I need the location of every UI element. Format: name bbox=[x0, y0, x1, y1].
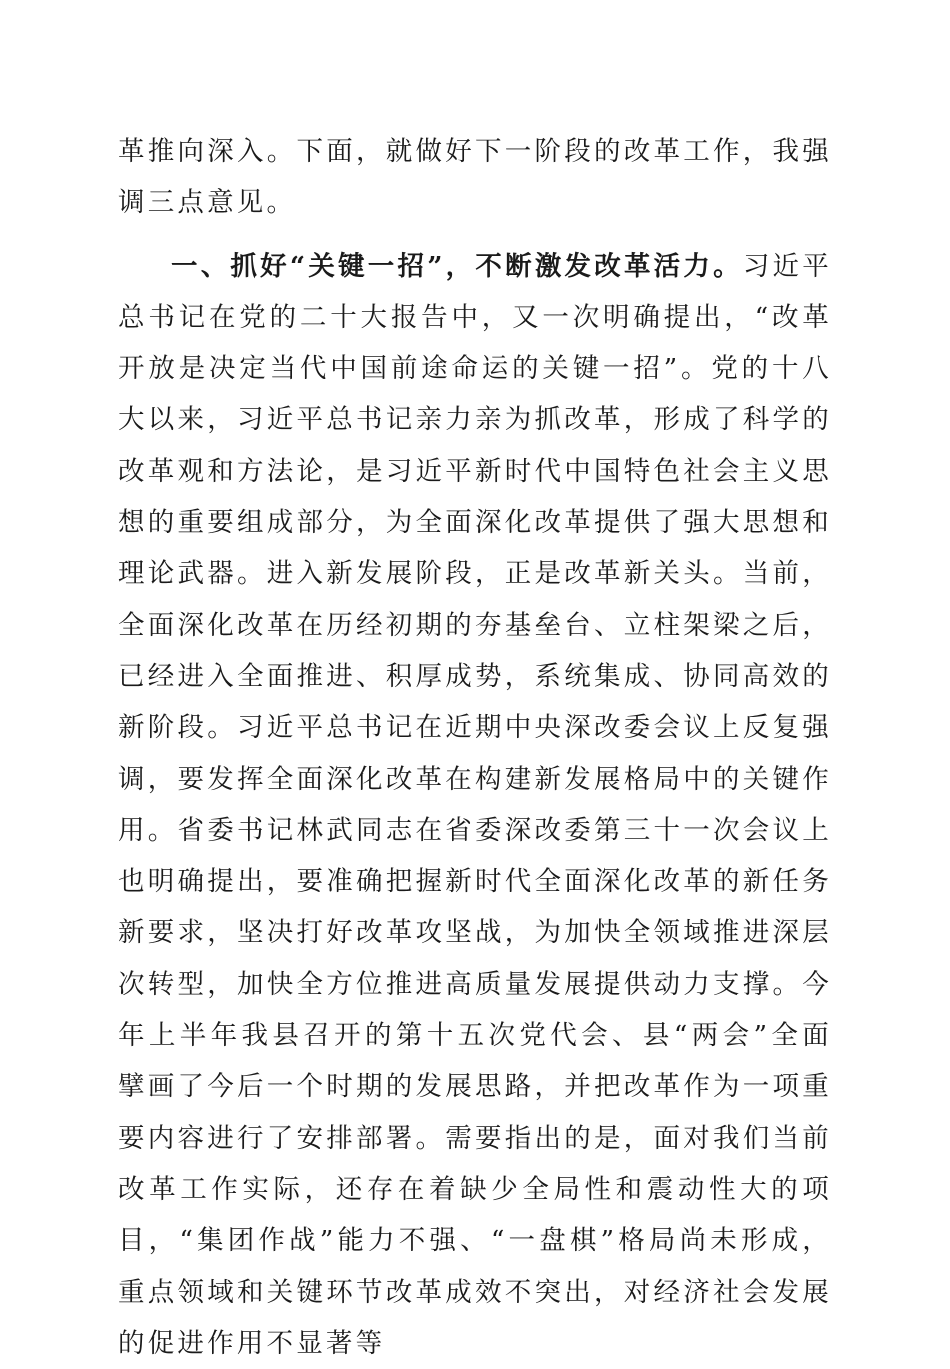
paragraph-section-one bbox=[118, 241, 832, 1369]
paragraph-text: 习近平总书记在党的二十大报告中，又一次明确提出，“改革开放是决定当代中国前途命运的关键一招”。党的十八大以来，习近平总书记亲力亲为抓改革，形成了科学的改革观和方法论，是习近平新时代中国特色社会主义思想的重要组成部分，为全面深化改革提供了强大思想和理论武器。进入新发展阶段，正是改革新关头。当前，全面深化改革在历经初期的夯基垒台、立柱架梁之后，已经进入全面推进、积厚成势，系统集成、协同高效的新阶段。习近平总书记在近期中央深改委会议上反复强调，要发挥全面深化改革在构建新发展格局中的关键作用。省委书记林武同志在省委深改委第三十一次会议上也明确提出，要准确把握新时代全面深化改革的新任务新要求，坚决打好改革攻坚战，为加快全领域推进深层次转型，加快全方位推进高质量发展提供动力支撑。今年上半年我县召开的第十五次党代会、县“两会”全面擘画了今后一个时期的发展思路，并把改革作为一项重要内容进行了安排部署。需要指出的是，面对我们当前改革工作实际，还存在着缺少全局性和震动性大的项目，“集团作战”能力不强、“一盘棋”格局尚未形成，重点领域和关键环节改革成效不突出，对经济社会发展的促进作用不显著等 bbox=[118, 250, 832, 1359]
paragraph-continuation bbox=[118, 126, 832, 229]
section-heading: 一、抓好“关键一招”，不断激发改革活力。 bbox=[171, 250, 743, 282]
document-body bbox=[118, 126, 832, 1369]
paragraph-text: 革推向深入。下面，就做好下一阶段的改革工作，我强调三点意见。 bbox=[118, 136, 832, 219]
